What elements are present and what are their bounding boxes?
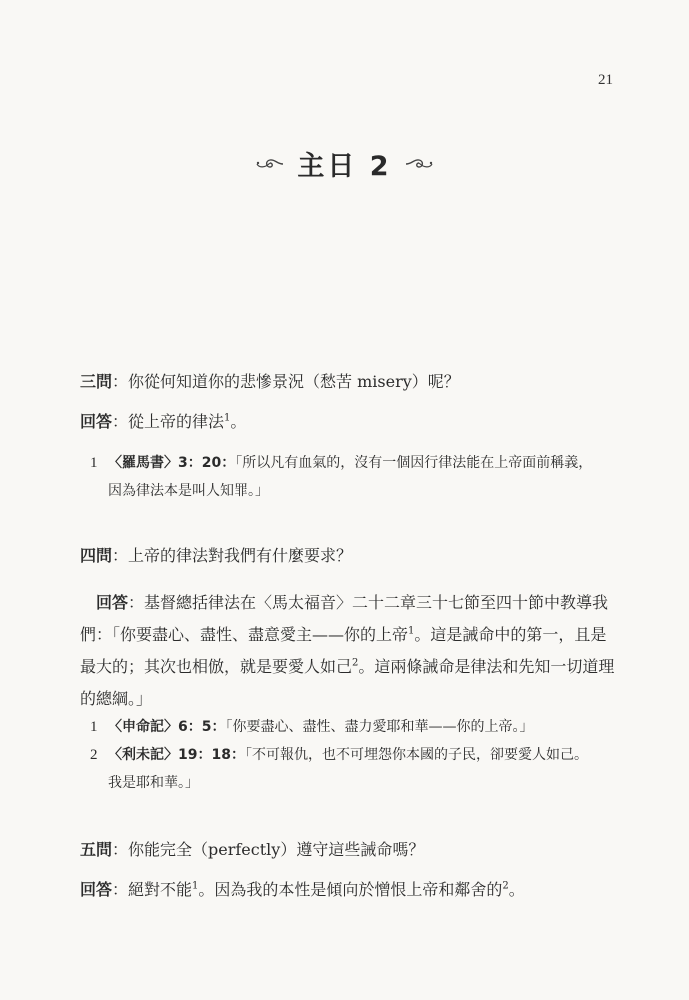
footnote-reference: 〈羅馬書〉3：20： [108, 455, 236, 471]
answer-line [80, 406, 620, 438]
footnote-ref-1: 1 [192, 880, 199, 892]
footnote-ref-1: 1 [408, 625, 415, 637]
answer-text-1: ：基督總括律法在〈馬太福音〉二十二章三十七節至四十節中教導我們：「你要盡心、盡性、盡意愛主——你的上帝 [80, 593, 609, 644]
title-row [0, 144, 689, 183]
answer-end: 。 [230, 412, 247, 431]
footnote-number: 1 [90, 719, 98, 735]
question-line [80, 540, 620, 572]
right-ornament-icon [404, 156, 434, 172]
answer-text: ：從上帝的律法 [112, 412, 225, 431]
notes-3 [90, 449, 600, 505]
answer-text-2: 。這是誡命中的第一，且是最大的；其次也相倣，就是要愛人如己 [80, 625, 607, 676]
question-4 [80, 540, 620, 572]
question-text: ：你能完全（perfectly）遵守這些誡命嗎？ [112, 840, 425, 859]
answer-paragraph [80, 587, 620, 715]
question-3 [80, 366, 620, 398]
footnote-number: 2 [90, 747, 98, 763]
answer-text-2: 。因為我的本性是傾向於憎恨上帝和鄰舍的 [198, 880, 503, 899]
footnote-ref-2: 2 [352, 657, 359, 669]
question-text: ：上帝的律法對我們有什麼要求？ [112, 546, 353, 565]
answer-label: 回答 [96, 593, 129, 612]
footnote [90, 713, 600, 741]
answer-text-1: ：絕對不能 [112, 880, 193, 899]
footnote-ref: 1 [224, 412, 231, 424]
answer-5 [80, 874, 620, 906]
answer-line [80, 874, 620, 906]
footnote-reference: 〈利未記〉19：18： [108, 747, 245, 763]
footnote-text: 「所以凡有血氣的，沒有一個因行律法能在上帝面前稱義，因為律法本是叫人知罪。」 [108, 455, 593, 499]
footnote-ref-2: 2 [502, 880, 509, 892]
answer-3 [80, 406, 620, 438]
footnote [90, 449, 600, 505]
question-line [80, 366, 620, 398]
answer-label: 回答 [80, 412, 113, 431]
footnote-number: 1 [90, 455, 98, 471]
question-5 [80, 834, 620, 866]
page-title: 主日 2 [297, 151, 392, 182]
answer-4 [80, 587, 620, 715]
footnote [90, 741, 600, 797]
footnote-text: 「你要盡心、盡性、盡力愛耶和華——你的上帝。」 [225, 719, 534, 735]
page-number: 21 [598, 72, 613, 88]
question-label: 三問 [80, 372, 113, 391]
left-ornament-icon [255, 156, 285, 172]
answer-label: 回答 [80, 880, 113, 899]
footnote-text: 「不可報仇，也不可埋怨你本國的子民，卻要愛人如己。我是耶和華。」 [108, 747, 588, 791]
question-text: ：你從何知道你的悲慘景況（愁苦 misery）呢？ [112, 372, 460, 391]
notes-4 [90, 713, 600, 797]
answer-text-3: 。這兩條誡命是律法和先知一切道理的總綱。」 [80, 657, 615, 708]
footnote-reference: 〈申命記〉6：5： [108, 719, 226, 735]
question-line [80, 834, 620, 866]
answer-text-3: 。 [508, 880, 525, 899]
question-label: 四問 [80, 546, 113, 565]
question-label: 五問 [80, 840, 113, 859]
